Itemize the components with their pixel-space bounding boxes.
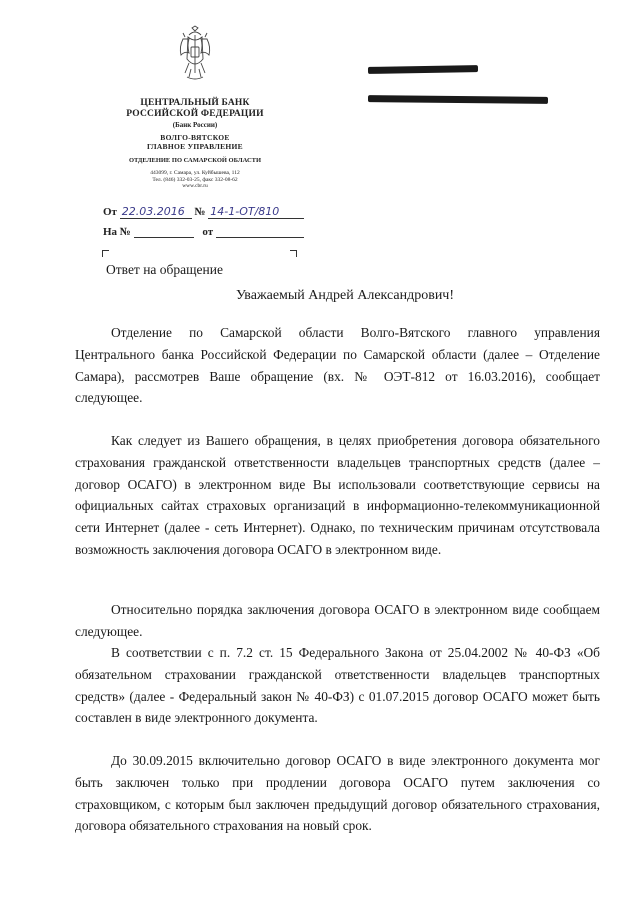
from-label: От (103, 206, 117, 218)
ref-number-label: На № (103, 226, 131, 238)
region-line1: ВОЛГО-ВЯТСКОЕ (160, 133, 230, 142)
ref-date-blank (216, 227, 304, 238)
outgoing-date-number (103, 205, 304, 219)
paragraph-4: В соответствии с п. 7.2 ст. 15 Федерального Закона от 25.04.2002 № 40-ФЗ «Об обязательном страховании гражданской ответственности владельцев транспортных средств» (далее - Федеральный закон № 40-ФЗ) с 01.07.2015 договор ОСАГО может быть составлен в виде электронного документа. (75, 645, 600, 726)
letterhead (95, 98, 295, 190)
handwritten-date: 22.03.2016 (120, 205, 192, 219)
paragraph-2: Как следует из Вашего обращения, в целях приобретения договора обязательного страхования гражданской ответственности владельцев транспортных средств (далее – договор ОСАГО) в электронном виде Вы использовали соответствующие сервисы на официальных сайтах страховых организаций в информационно-телекоммуникационной сети Интернет (далее - сеть Интернет). Однако, по техническим причинам отсутствовала возможность заключения договора ОСАГО в электронном виде. (75, 433, 600, 557)
salutation: Уважаемый Андрей Александрович! (235, 288, 455, 303)
corner-mark-right (290, 250, 297, 257)
contact-block (95, 170, 295, 190)
website: www.cbr.ru (182, 183, 208, 189)
department-name: ОТДЕЛЕНИЕ ПО САМАРСКОЙ ОБЛАСТИ (128, 157, 262, 164)
redacted-addressee-line1 (368, 65, 478, 74)
region-line2: ГЛАВНОЕ УПРАВЛЕНИЕ (147, 142, 243, 151)
phone-fax: Тел. (846) 332-03-25, факс 332-08-62 (152, 176, 238, 183)
coat-of-arms-icon (175, 25, 215, 85)
corner-mark-left (102, 250, 109, 257)
handwritten-number: 14-1-ОТ/810 (208, 205, 304, 219)
subject-line: Ответ на обращение (106, 262, 223, 277)
bank-name-line2: РОССИЙСКОЙ ФЕДЕРАЦИИ (126, 109, 264, 119)
address: 443099, г. Самара, ул. Куйбышева, 112 (150, 170, 240, 176)
paragraph-3: Относительно порядка заключения договора ОСАГО в электронном виде сообщаем следующее. (75, 602, 600, 639)
ref-number-blank (134, 227, 194, 238)
reference-line (103, 226, 304, 238)
paragraph-5: До 30.09.2015 включительно договор ОСАГО в виде электронного документа мог быть заключен только при продлении договора ОСАГО путем заключения со страховщиком, с которым был заключен предыдущий договор обязательного страхования, договора обязательного страхования на новый срок. (75, 753, 600, 834)
number-label: № (194, 206, 206, 218)
ref-date-label: от (202, 226, 214, 238)
redacted-addressee-line2 (368, 95, 548, 104)
paragraph-1: Отделение по Самарской области Волго-Вятского главного управления Центрального банка Российской Федерации по Самарской области (далее – Отделение Самара), рассмотрев Ваше обращение (вх. № ОЭТ-812 от 16.03.2016), сообщает следующее. (75, 325, 600, 406)
bank-short-name: (Банк России) (172, 121, 218, 129)
bank-name-line1: ЦЕНТРАЛЬНЫЙ БАНК (140, 98, 250, 108)
